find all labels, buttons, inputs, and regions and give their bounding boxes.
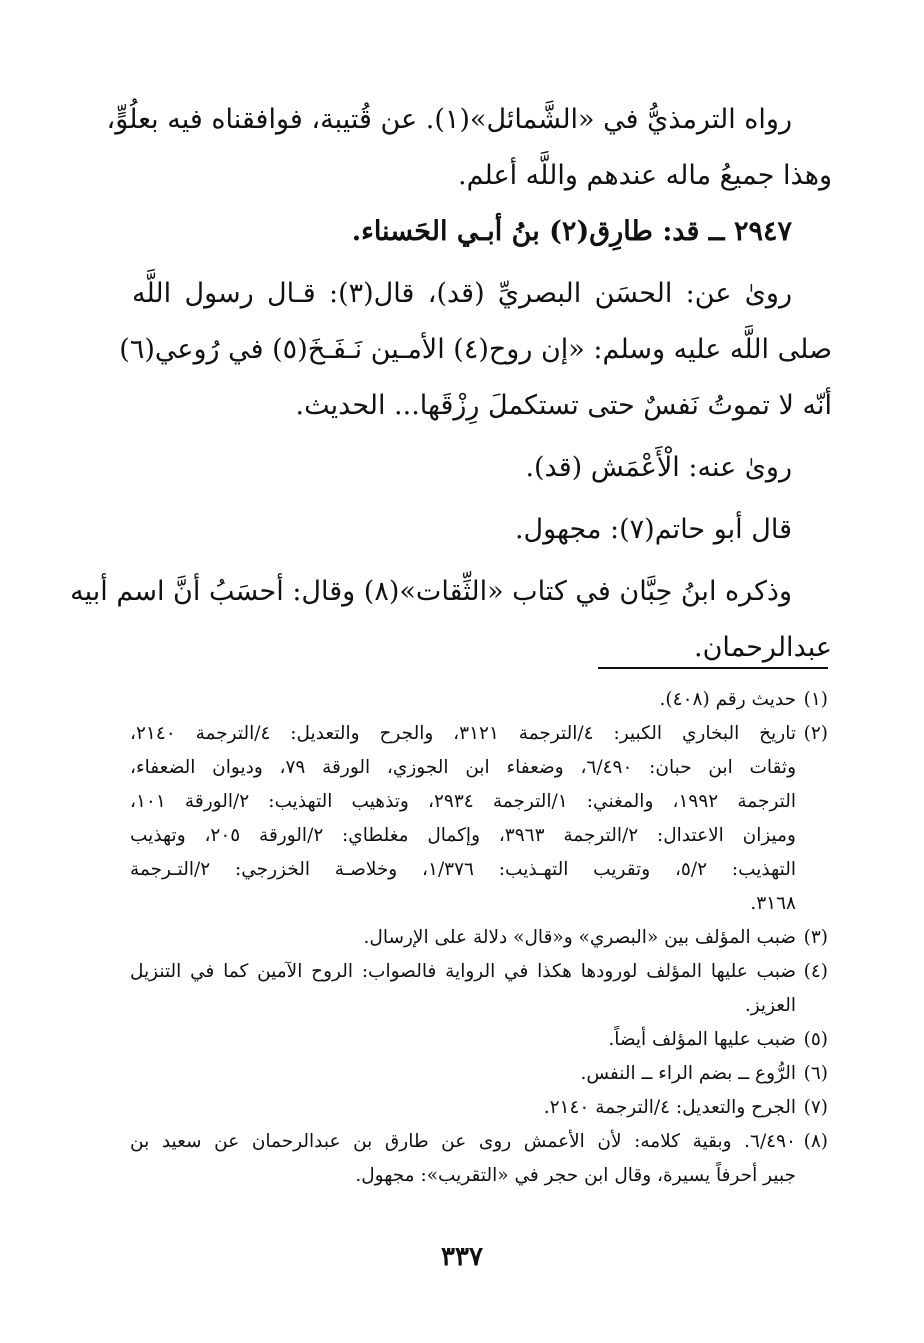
footnote-number: (٦) bbox=[803, 1063, 828, 1084]
footnote-number: (٤) bbox=[803, 961, 828, 982]
footnote-line: الترجمة ١٩٩٢، والمغني: ١/الترجمة ٢٩٣٤، وتذهيب التهذيب: ٢/الورقة ١٠١، bbox=[130, 791, 797, 812]
footnote-line: ٦/٤٩٠. وبقية كلامه: لأن الأعمش روى عن طارق بن عبدالرحمان عن سعيد بن bbox=[130, 1131, 796, 1152]
footnote-line: وميزان الاعتدال: ٢/الترجمة ٣٩٦٣، وإكمال مغلطاي: ٢/الورقة ٢٠٥، وتهذيب bbox=[130, 825, 796, 846]
text-line-10: عبدالرحمان. bbox=[694, 632, 832, 663]
footnote-4 bbox=[130, 955, 828, 1023]
footnote-line: التهذيب: ٥/٢، وتقريب التهـذيب: ١/٣٧٦، وخلاصـة الخزرجي: ٢/التـرجمة bbox=[130, 859, 796, 880]
entry-heading: ٢٩٤٧ ــ قد: طارِق(٢) بنُ أبـي الحَسناء. bbox=[351, 216, 792, 247]
footnote-separator bbox=[598, 667, 828, 669]
page-number: ٣٣٧ bbox=[441, 1242, 483, 1272]
footnote-line: الرُّوع ــ بضم الراء ــ النفس. bbox=[580, 1063, 796, 1084]
footnote-2 bbox=[130, 717, 828, 921]
text-line-8: قال أبو حاتم(٧): مجهول. bbox=[514, 514, 792, 545]
footnote-number: (١) bbox=[803, 689, 828, 710]
text-line-4: روىٰ عن: الحسَن البصريِّ (قد)، قال(٣): قـال رسول اللَّه bbox=[132, 278, 792, 309]
footnote-8 bbox=[130, 1125, 828, 1193]
text-line-7: روىٰ عنه: الْأَعْمَش (قد). bbox=[525, 452, 792, 483]
text-line-2: وهذا جميعُ ماله عندهم واللَّه أعلم. bbox=[458, 160, 832, 191]
footnote-number: (٨) bbox=[803, 1131, 828, 1152]
footnote-number: (٥) bbox=[803, 1029, 828, 1050]
footnote-1 bbox=[130, 683, 828, 717]
footnote-6 bbox=[130, 1057, 828, 1091]
main-text bbox=[70, 92, 832, 676]
footnotes bbox=[130, 683, 828, 1193]
footnote-line: العزيز. bbox=[744, 995, 796, 1016]
footnote-5 bbox=[130, 1023, 828, 1057]
footnote-line: وثقات ابن حبان: ٦/٤٩٠، وضعفاء ابن الجوزي، الورقة ٧٩، وديوان الضعفاء، bbox=[130, 757, 797, 778]
footnote-line: حديث رقم (٤٠٨). bbox=[659, 689, 796, 710]
text-line-1: رواه الترمذيُّ في «الشَّمائل»(١). عن قُتيبة، فوافقناه فيه بعلُوٍّ، bbox=[106, 104, 792, 135]
footnote-7 bbox=[130, 1091, 828, 1125]
footnote-line: الجرح والتعديل: ٤/الترجمة ٢١٤٠. bbox=[543, 1097, 796, 1118]
footnote-number: (٢) bbox=[803, 723, 828, 744]
footnote-number: (٣) bbox=[803, 927, 828, 948]
text-line-5: صلى اللَّه عليه وسلم: «إن روح(٤) الأمـين نَـفَـخَ(٥) في رُوعي(٦) bbox=[119, 334, 832, 365]
footnote-number: (٧) bbox=[803, 1097, 828, 1118]
footnote-line: ٣١٦٨. bbox=[750, 893, 796, 914]
footnote-line: ضبب عليها المؤلف أيضاً. bbox=[608, 1029, 796, 1050]
text-line-9: وذكره ابنُ حِبَّان في كتاب «الثِّقات»(٨) وقال: أحسَبُ أنَّ اسم أبيه bbox=[70, 576, 792, 607]
footnote-line: تاريخ البخاري الكبير: ٤/الترجمة ٣١٢١، والجرح والتعديل: ٤/الترجمة ٢١٤٠، bbox=[130, 723, 796, 744]
text-line-6: أنّه لا تموتُ نَفسٌ حتى تستكملَ رِزْقَها... الحديث. bbox=[295, 390, 832, 421]
footnote-line: جبير أحرفاً يسيرة، وقال ابن حجر في «التقريب»: مجهول. bbox=[355, 1165, 796, 1186]
footnote-line: ضبب المؤلف بين «البصري» و«قال» دلالة على الإرسال. bbox=[363, 927, 796, 948]
footnote-3 bbox=[130, 921, 828, 955]
footnote-line: ضبب عليها المؤلف لورودها هكذا في الرواية فالصواب: الروح الآمين كما في التنزيل bbox=[130, 961, 796, 982]
